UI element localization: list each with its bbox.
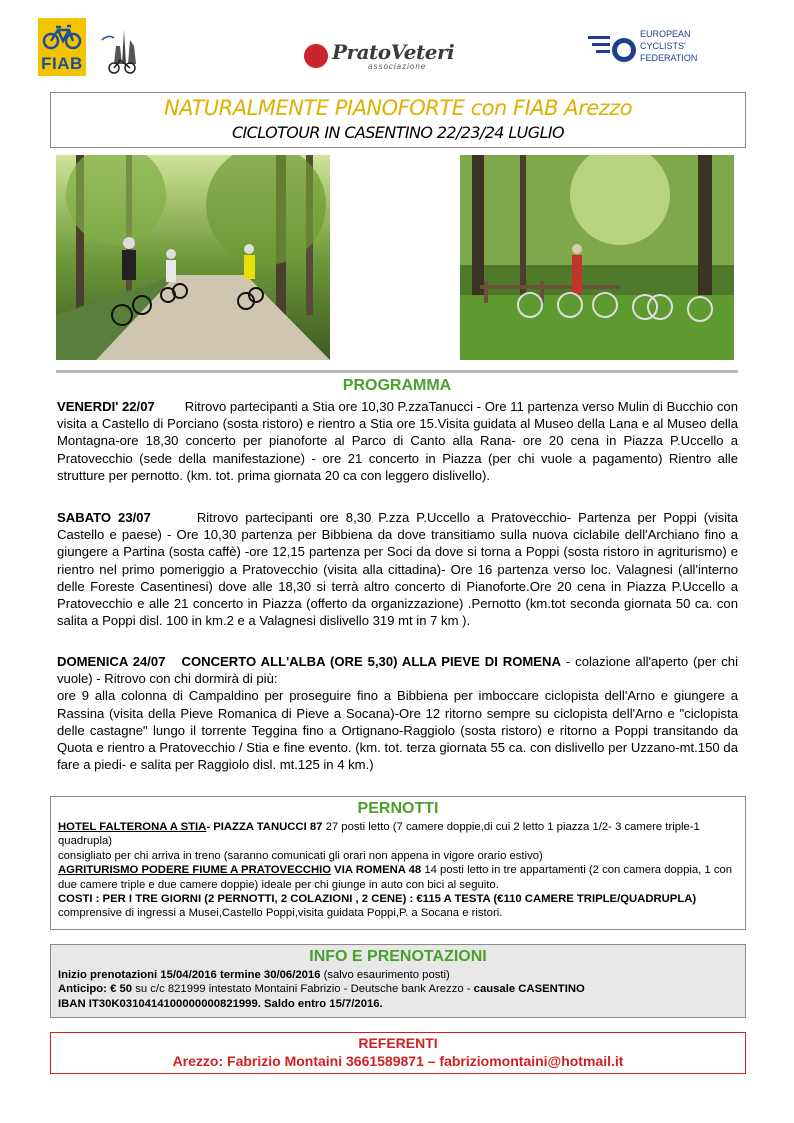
hotel-text: 27 posti letto (7 camere doppie,di cui 2 letto 1 piazza 1/2- 3 camere triple-1 quadrupla) [58, 821, 700, 848]
agriturismo-name: AGRITURISMO PODERE FIUME A PRATOVECCHIO [58, 864, 332, 877]
pernotti-title: PERNOTTI [357, 800, 439, 817]
info-box [50, 944, 746, 1018]
costi-text: comprensive di ingressi a Musei,Castello Poppi,visita guidata Poppi,P. a Socana e ristori. [58, 907, 503, 920]
prato-veteri-name: PratoVeteri [332, 40, 455, 64]
cyclists-forest-photo [56, 155, 330, 360]
arezzo-cyclists-logo [100, 24, 148, 76]
ecf-line3: FEDERATION [640, 53, 698, 63]
agriturismo-text: 14 posti letto in tre appartamenti (2 con camera doppia, 1 con due camere triple e due camere doppie) ideale per chi giunge in auto con bici al seguito. [58, 864, 733, 891]
info-title: INFO E PRENOTAZIONI [309, 948, 487, 965]
title-main: NATURALMENTE PIANOFORTE con FIAB Arezzo [163, 96, 633, 120]
info-line2-text: su c/c 821999 intestato Montaini Fabrizio - Deutsche bank Arezzo - [132, 983, 474, 996]
title-sub: CICLOTOUR IN CASENTINO 22/23/24 LUGLIO [231, 123, 565, 142]
domenica-day: DOMENICA 24/07 [57, 654, 166, 669]
venerdi-paragraph [57, 398, 738, 484]
sabato-paragraph [57, 509, 738, 629]
costi-bold: COSTI : PER I TRE GIORNI (2 PERNOTTI, 2 COLAZIONI , 2 CENE) : €115 A TESTA (€110 CAMERE TRIPLE/QUADRUPLA) [58, 893, 697, 906]
domenica-paragraph [57, 653, 738, 773]
bikes-meadow-photo [460, 155, 734, 360]
hotel-address: - PIAZZA TANUCCI 87 [206, 821, 323, 833]
hotel-name: HOTEL FALTERONA A STIA [58, 821, 207, 833]
title-box [50, 92, 746, 148]
hotel-note: consigliato per chi arriva in treno (saranno comunicati gli orari non appena in vigore orario estivo) [58, 849, 543, 862]
ecf-line1: EUROPEAN [640, 29, 691, 39]
referenti-box [50, 1032, 746, 1074]
info-line2-bold2: causale CASENTINO [473, 983, 585, 996]
domenica-highlight: CONCERTO ALL'ALBA (ORE 5,30) ALLA PIEVE DI ROMENA [181, 654, 561, 669]
ecf-words [640, 28, 697, 64]
domenica-text1: - colazione all'aperto (per chi vuole) - Ritrovo con chi dormirà di più: [57, 654, 738, 687]
fiab-logo [38, 18, 86, 76]
info-line1-text: (salvo esaurimento posti) [320, 969, 450, 981]
info-line2-bold1: Anticipo: € 50 [58, 983, 133, 996]
info-iban: IBAN IT30K0310414100000000821999. Saldo entro 15/7/2016. [58, 997, 383, 1010]
ecf-logo [588, 28, 718, 74]
prato-veteri-logo [304, 40, 454, 76]
agriturismo-address: VIA ROMENA 48 [331, 864, 422, 877]
sabato-text: Ritrovo partecipanti ore 8,30 P.zza P.Uccello a Pratovecchio- Partenza per Poppi (visita Castello e paese) - Ore 10,30 partenza per Bibbiena da dove transitiamo sulla nuova ciclabile dell'Archiano fino a giungere a Partina (sosta caffè) -ore 12,15 partenza per Soci da dove si torna a Poppi (sosta ristoro in agriturismo) e rientro nel primo pomeriggio a Pratovecchio (visita alla cittadina)- Ore 16 partenza verso loc. Valagnesi (all'interno delle Foreste Casentinesi) dove alle 18,30 si terrà altro concerto di Pianoforte.Ore 20 cena in Piazza P.Uccello a Pratovecchio e alle 21 concerto in Piazza (offerto da organizzazione) .Pernotto (km.tot seconda giornata 50 ca. con salita a Poppi disl. 100 in km.2 e a Valagnesi dislivello 319 mt in 7 km ). [57, 510, 738, 629]
info-line1-bold: Inizio prenotazioni 15/04/2016 termine 30/06/2016 [58, 969, 321, 981]
venerdi-text: Ritrovo partecipanti a Stia ore 10,30 P.zzaTanucci - Ore 11 partenza verso Mulin di Bucchio con visita a Castello di Porciano (sosta ristoro) e rientro a Stia ore 15.Visita guidata al Museo della Lana e al Museo della Montagna-ore 18,30 concerto per pianoforte al Parco di Canto alla Rana- ore 20 cena in Piazza P.Uccello a Pratovecchio (sede della manifestazione) - ore 21 concerto in Piazza (per chi vuole a pagamento) Rientro alle strutture per pernotto. (km. tot. prima giornata 20 ca con leggero dislivello). [57, 399, 738, 483]
info-body [58, 968, 738, 1011]
referenti-contact: Arezzo: Fabrizio Montaini 3661589871 – fabriziomontaini@hotmail.it [172, 1053, 624, 1069]
pernotti-body [58, 820, 738, 921]
domenica-text2: ore 9 alla colonna di Campaldino per proseguire fino a Bibbiena per imboccare ciclopista dell'Arno e giungere a Rassina (visita della Pieve Romanica di Pieve a Socana)-Ore 12 ritorno sempre su ciclopista dell'Arno e "ciclopista delle castagne" lungo il torrente Teggina fino a Ortignano-Raggiolo (sosta ristoro) e ritorno a Poppi transitando da Quota e rientro a Pratovecchio / Stia e fine evento. (km. tot. terza giornata 55 ca. con dislivello per Uzzano-mt.150 da fare a piedi- e salita per Raggiolo disl. mt.125 in 4 km.) [57, 688, 738, 773]
section-divider [56, 370, 738, 373]
ecf-line2: CYCLISTS' [640, 41, 686, 51]
ecf-wheel-icon [588, 30, 638, 70]
pernotti-box [50, 796, 746, 930]
bicycle-icon [42, 22, 82, 50]
prato-veteri-mark-icon [304, 44, 328, 68]
venerdi-day: VENERDI' 22/07 [57, 399, 155, 414]
sabato-day: SABATO 23/07 [57, 510, 151, 525]
programma-title: PROGRAMMA [342, 377, 452, 394]
prato-veteri-sub: associazione [368, 62, 427, 71]
referenti-title: REFERENTI [358, 1035, 438, 1051]
fiab-logo-text: FIAB [41, 54, 83, 73]
